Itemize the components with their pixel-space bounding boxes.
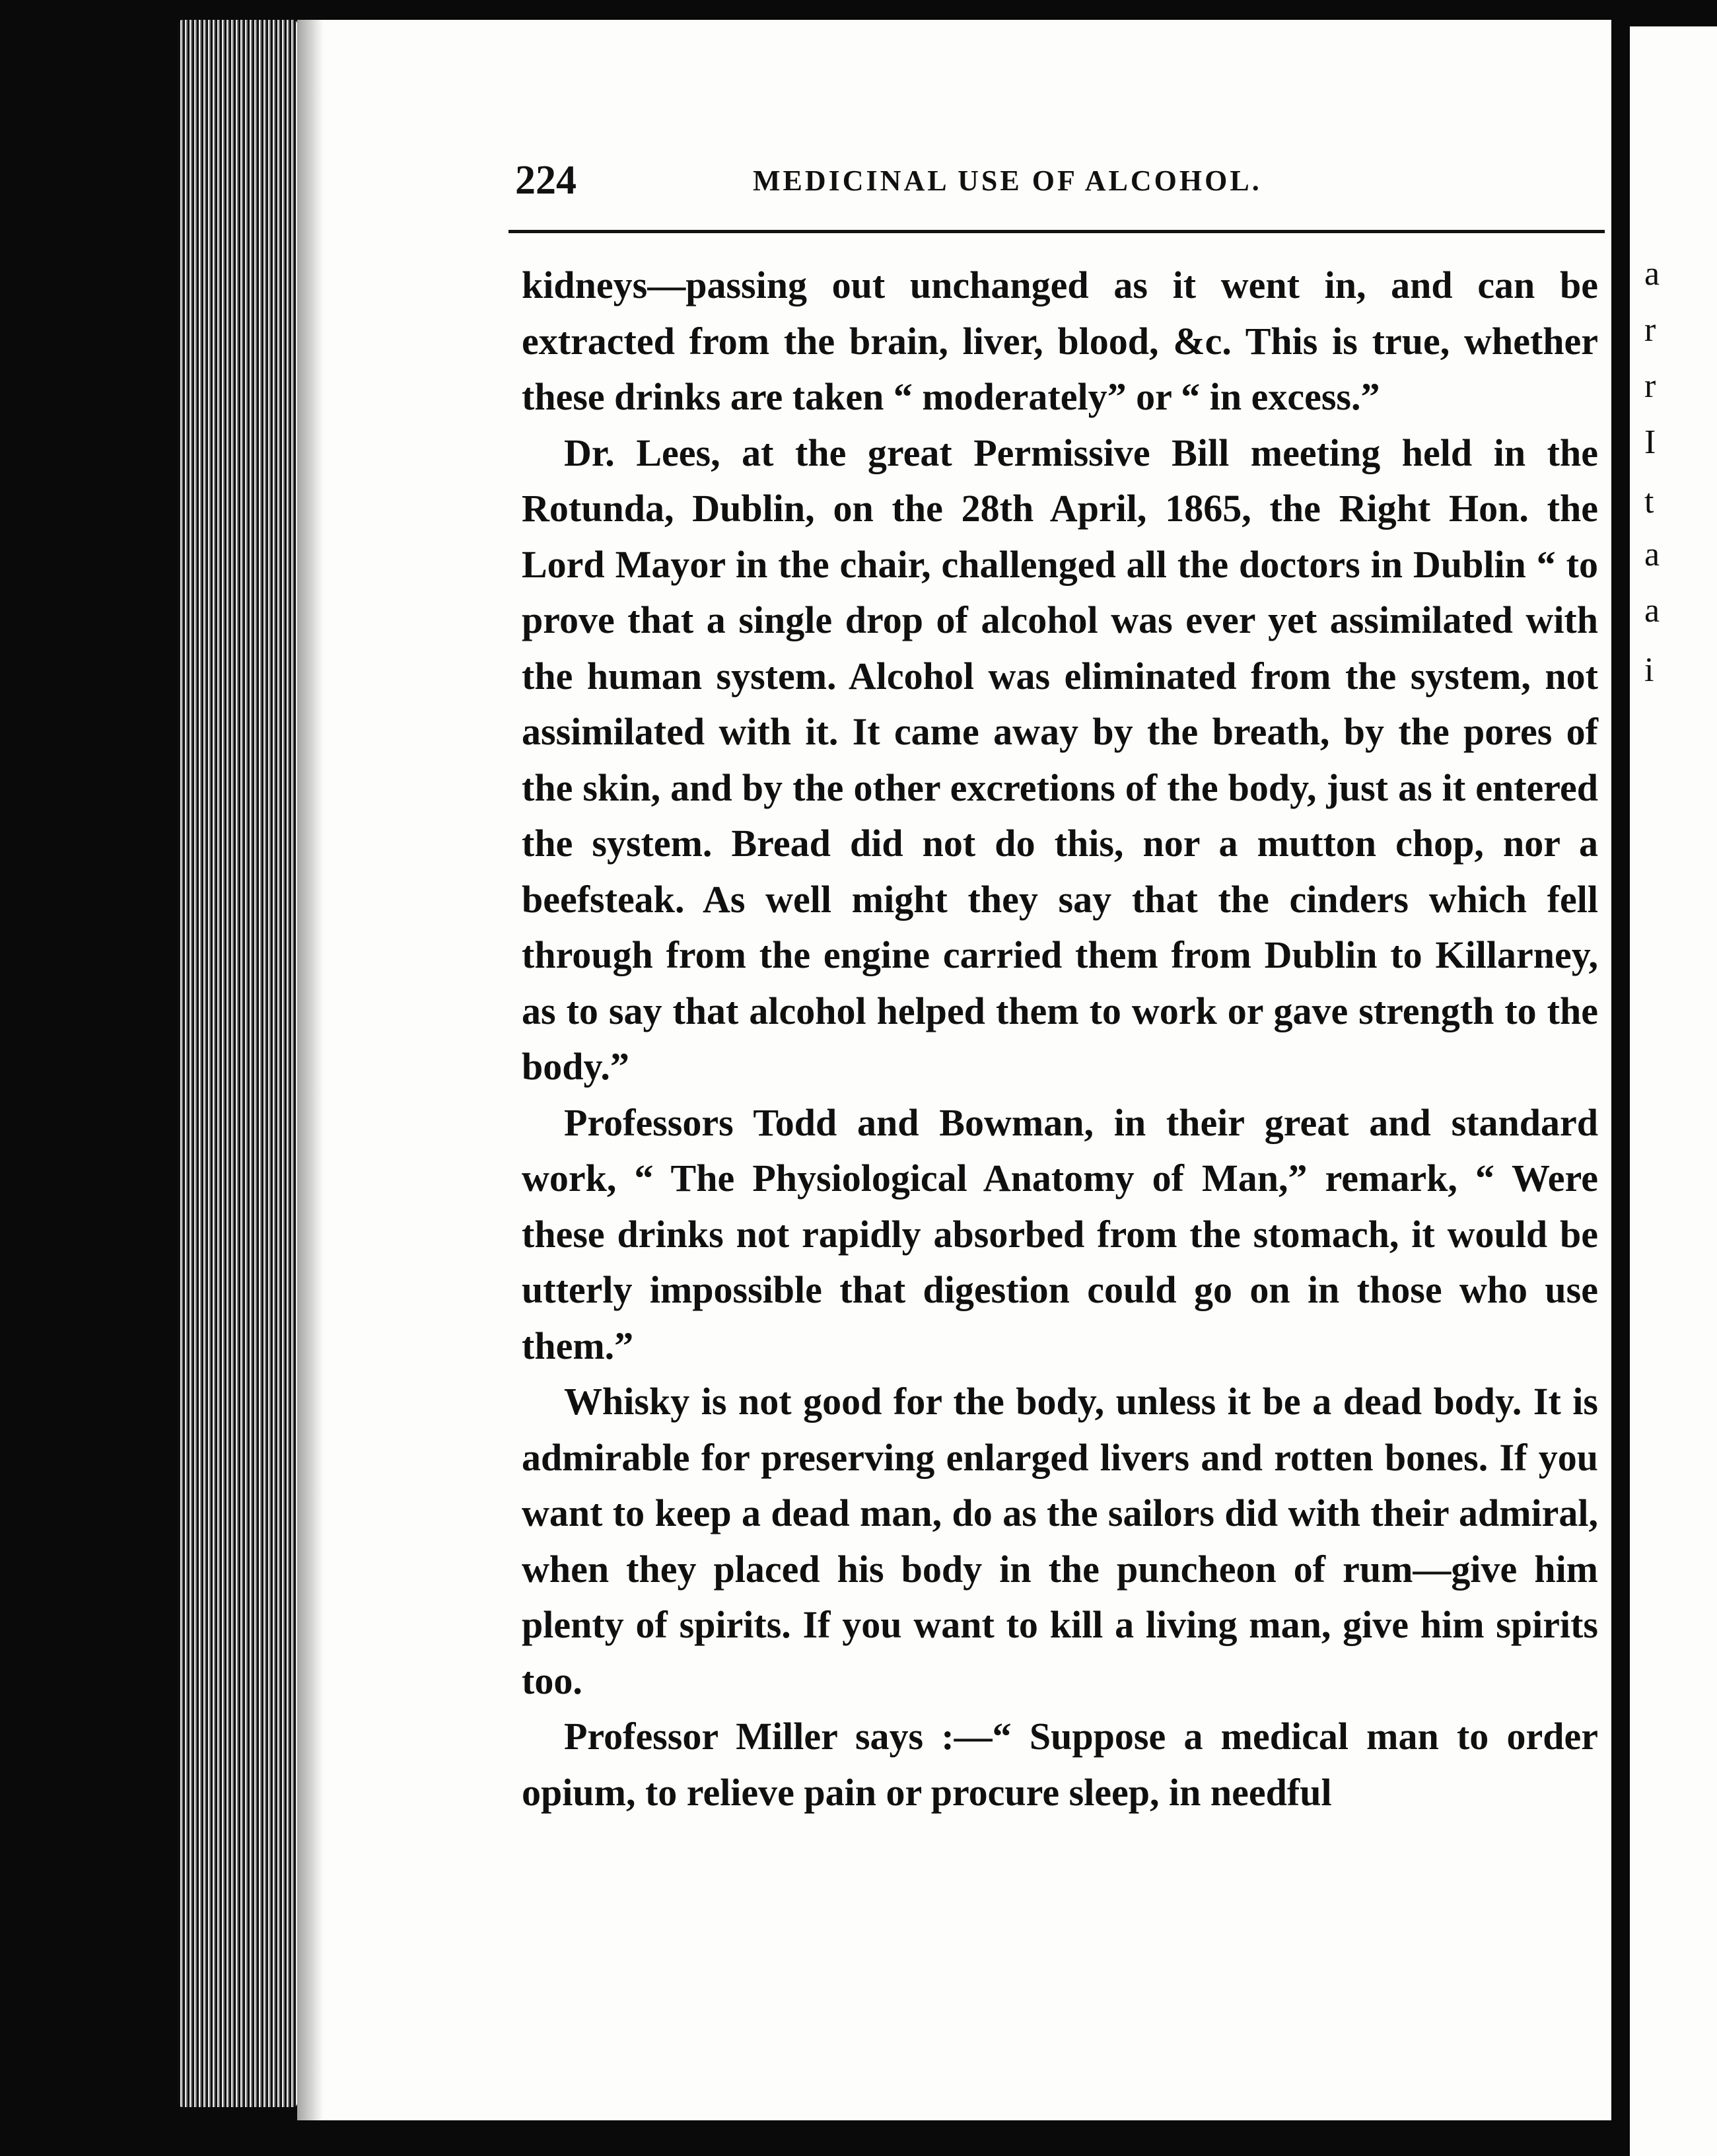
facing-page-letter: r [1644,367,1656,405]
book-page [297,20,1611,2120]
gutter-shadow [297,20,324,2120]
facing-page-letter: a [1644,255,1660,293]
book-page-edges [178,20,297,2107]
page-header [515,139,1598,203]
facing-page-letter: a [1644,592,1660,629]
paragraph: Dr. Lees, at the great Permissive Bill meeting held in the Rotunda, Dublin, on the 28th April, 1865, the Right Hon. the Lord Mayor in the chair, challenged all the doctors in Dublin “ to prove that a single drop of alcohol was ever yet assimilated with the human system. Alcohol was eliminated from the system, not assimilated with it. It came away by the breath, by the pores of the skin, and by the other excretions of the body, just as it entered the system. Bread did not do this, nor a mutton chop, nor a beefsteak. As well might they say that the cinders which fell through from the engine carried them from Dublin to Killarney, as to say that alcohol helped them to work or gave strength to the body.” [522,431,1598,1088]
paragraph: Professors Todd and Bowman, in their great and standard work, “ The Physiological Anatomy of Man,” remark, “ Were these drinks not rapidly absorbed from the stomach, it would be utterly impossible that digestion could go on in those who use them.” [522,1100,1598,1367]
paragraph: Professor Miller says :—“ Suppose a medical man to order opium, to relieve pain or procure sleep, in needful [522,1715,1598,1814]
facing-page-letter: t [1644,483,1654,521]
body-text [522,258,1598,1820]
running-title: MEDICINAL USE OF ALCOHOL. [753,164,1262,197]
facing-page-letter: I [1644,423,1656,461]
paragraph: kidneys—passing out unchanged as it went in, and can be extracted from the brain, liver, blood, &c. This is true, whether these drinks are taken “ moderately” or “ in excess.” [522,264,1598,418]
paragraph: Whisky is not good for the body, unless it be a dead body. It is admirable for preserving enlarged livers and rotten bones. If you want to keep a dead man, do as the sailors did with their admiral, when they placed his body in the puncheon of rum—give him plenty of spirits. If you want to kill a living man, give him spirits too. [522,1380,1598,1702]
header-rule [508,230,1605,233]
facing-page-letter: a [1644,536,1660,573]
facing-page-letter: i [1644,651,1654,689]
page-number: 224 [515,158,577,203]
facing-page-letter: r [1644,311,1656,349]
facing-page-fragment [1630,26,1717,2156]
